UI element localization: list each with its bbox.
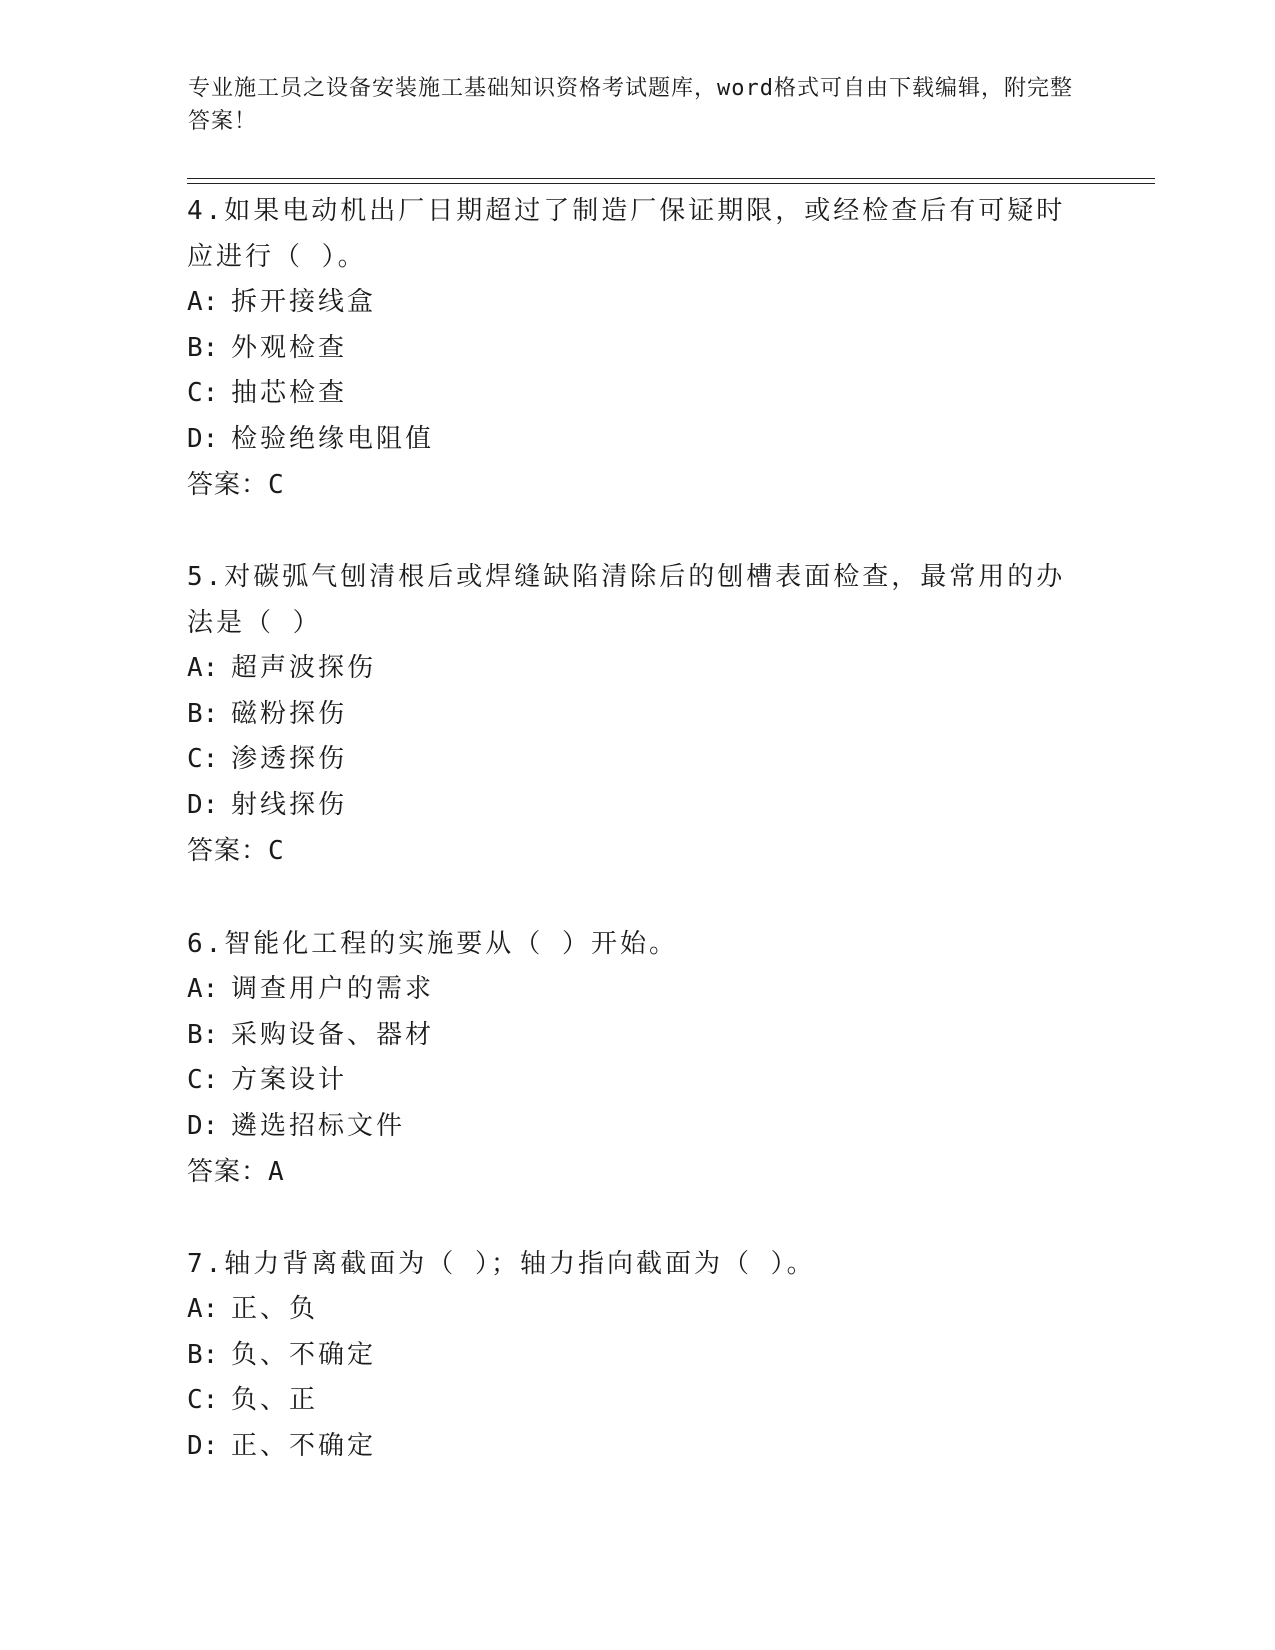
option-b <box>187 326 1067 372</box>
option-text: 方案设计 <box>231 1065 348 1095</box>
option-a <box>187 646 1067 692</box>
option-d <box>187 1424 1067 1470</box>
option-letter: D: <box>187 1110 219 1141</box>
option-letter: D: <box>187 789 219 820</box>
option-letter: C: <box>187 1065 219 1095</box>
question-stem: 7.轴力背离截面为（ ）；轴力指向截面为（ ）。 <box>187 1249 816 1279</box>
question-stem: 4.如果电动机出厂日期超过了制造厂保证期限，或经检查后有可疑时应进行（ ）。 <box>187 196 1066 272</box>
option-text: 负、不确定 <box>231 1339 377 1370</box>
header-divider-top <box>187 178 1155 179</box>
option-b <box>187 1333 1067 1379</box>
option-letter: B: <box>187 1019 219 1050</box>
option-letter: A: <box>187 287 219 317</box>
answer-line: 答案：C <box>187 470 285 500</box>
answer-line: 答案：C <box>187 836 285 866</box>
option-letter: C: <box>187 378 219 408</box>
option-letter: A: <box>187 974 219 1004</box>
option-letter: C: <box>187 744 219 774</box>
document-header: 专业施工员之设备安装施工基础知识资格考试题库，word格式可自由下载编辑，附完整答案！ <box>188 76 1073 134</box>
option-letter: A: <box>187 1294 219 1324</box>
option-text: 渗透探伤 <box>231 744 348 774</box>
question-7 <box>187 1241 1067 1469</box>
question-stem: 5.对碳弧气刨清根后或焊缝缺陷清除后的刨槽表面检查，最常用的办法是（ ） <box>187 562 1066 638</box>
option-text: 射线探伤 <box>231 789 348 820</box>
option-text: 正、负 <box>231 1294 319 1324</box>
option-text: 抽芯检查 <box>231 378 348 408</box>
option-letter: D: <box>187 423 219 454</box>
option-letter: B: <box>187 1339 219 1370</box>
option-c <box>187 1378 1067 1424</box>
option-b <box>187 1013 1067 1059</box>
option-c <box>187 737 1067 783</box>
option-letter: A: <box>187 653 219 683</box>
option-text: 拆开接线盒 <box>231 287 377 317</box>
option-letter: C: <box>187 1385 219 1415</box>
question-stem: 6.智能化工程的实施要从（ ）开始。 <box>187 929 678 959</box>
option-text: 磁粉探伤 <box>231 698 348 729</box>
option-c <box>187 1058 1067 1104</box>
option-b <box>187 692 1067 738</box>
option-letter: B: <box>187 332 219 363</box>
option-d <box>187 1104 1067 1150</box>
option-d <box>187 417 1067 463</box>
option-text: 外观检查 <box>231 332 348 363</box>
option-a <box>187 280 1067 326</box>
answer-line: 答案：A <box>187 1157 285 1187</box>
option-text: 采购设备、器材 <box>231 1019 435 1050</box>
option-a <box>187 967 1067 1013</box>
question-4 <box>187 188 1067 508</box>
option-d <box>187 783 1067 829</box>
option-c <box>187 371 1067 417</box>
header-divider-bottom <box>187 183 1155 184</box>
question-5 <box>187 554 1067 874</box>
option-text: 正、不确定 <box>231 1430 377 1461</box>
option-text: 遴选招标文件 <box>231 1110 406 1141</box>
option-a <box>187 1287 1067 1333</box>
option-text: 负、正 <box>231 1385 319 1415</box>
option-letter: D: <box>187 1430 219 1461</box>
option-text: 检验绝缘电阻值 <box>231 423 435 454</box>
option-text: 调查用户的需求 <box>231 974 435 1004</box>
question-6 <box>187 921 1067 1195</box>
option-letter: B: <box>187 698 219 729</box>
option-text: 超声波探伤 <box>231 653 377 683</box>
